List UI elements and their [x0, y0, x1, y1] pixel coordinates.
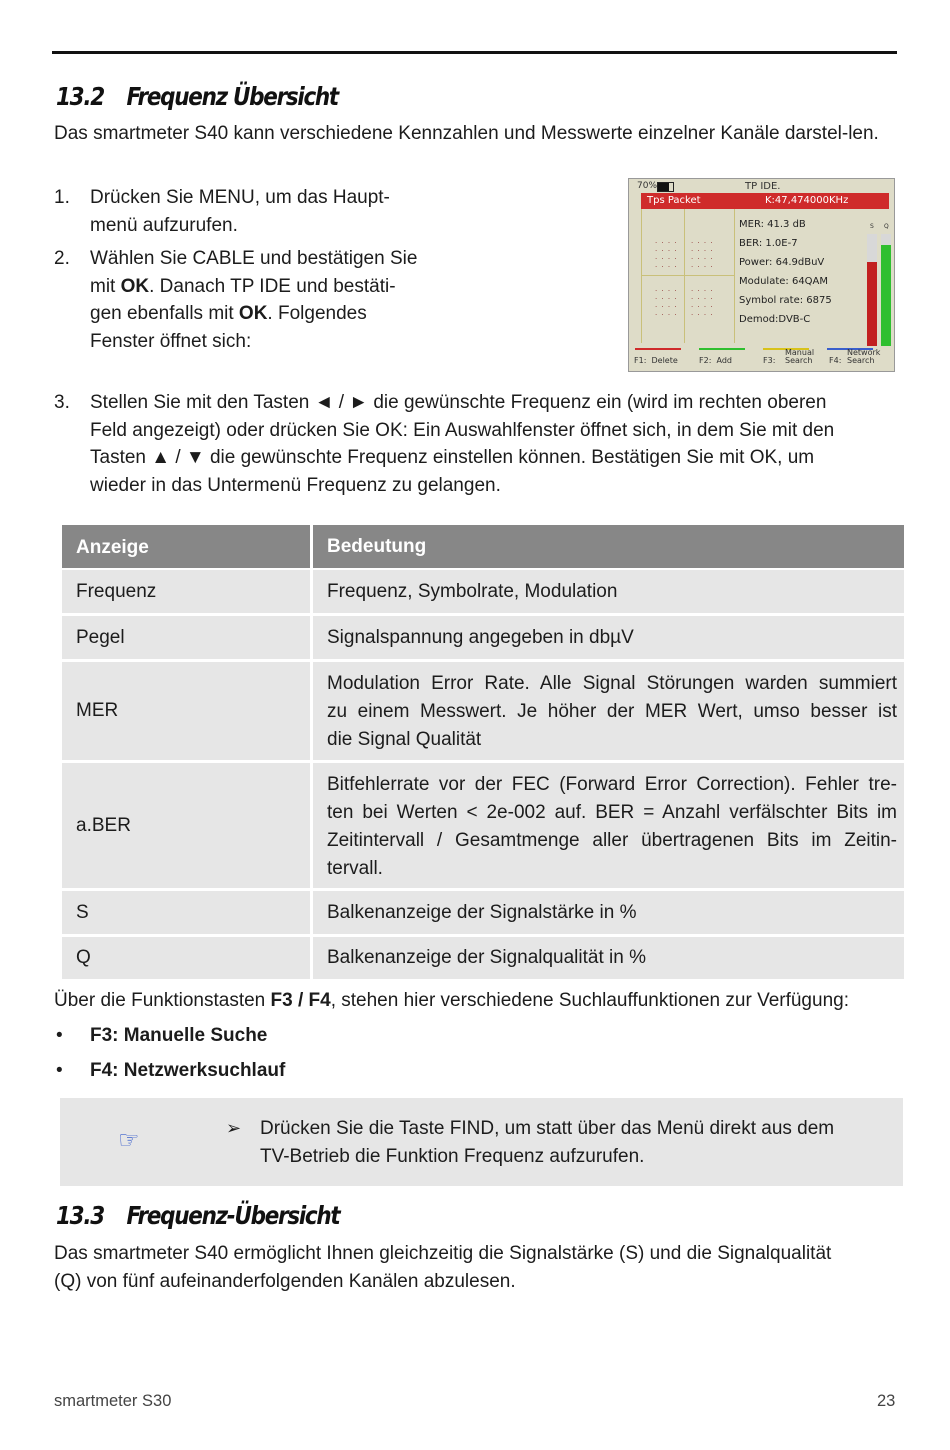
page-number: 23	[877, 1392, 896, 1410]
cell-line: Modulation Error Rate. Alle Signal Störungen warden summiert	[327, 673, 897, 694]
table-cell	[62, 616, 313, 659]
f3-label: Search	[785, 356, 813, 365]
grid-divider	[641, 275, 735, 276]
step-line: Stellen Sie mit den Tasten ◄ / ► die gewünschte Frequenz ein (wird im rechten oberen	[90, 392, 827, 413]
signal-quality-bar	[881, 245, 891, 346]
cell-anzeige: Frequenz	[76, 581, 157, 602]
hint-box	[60, 1098, 903, 1186]
paragraph-line: (Q) von fünf aufeinanderfolgenden Kanälen abzulesen.	[54, 1271, 516, 1292]
cell-bedeutung	[327, 899, 897, 927]
cell-bedeutung	[327, 624, 897, 652]
step-number: 1.	[54, 187, 70, 208]
step-line: Feld angezeigt) oder drücken Sie OK: Ein Auswahlfenster öffnet sich, in dem Sie mit den	[90, 419, 835, 441]
cell-line: tervall.	[327, 858, 383, 879]
section-13-3-paragraph	[54, 1240, 896, 1296]
f4-label: Search	[847, 356, 875, 365]
cell-anzeige: Q	[76, 947, 91, 968]
table-cell	[62, 763, 313, 888]
constellation-dots: · · · · · · · · · · · · · · · ·	[655, 287, 678, 319]
arrow-bullet-icon: ➢	[226, 1118, 242, 1138]
table-row	[62, 570, 904, 613]
q-label: Q	[884, 223, 889, 230]
cell-line: Frequenz, Symbolrate, Modulation	[327, 581, 618, 602]
function-key-bar	[629, 347, 894, 371]
paragraph-line: Das smartmeter S40 ermöglicht Ihnen gleichzeitig die Signalstärke (S) und die Signalqualität	[54, 1243, 832, 1264]
frequency-value: K:47,474000KHz	[765, 195, 849, 206]
cell-anzeige: Pegel	[76, 627, 125, 648]
section-heading-13-2	[56, 82, 338, 111]
info-line: BER: 1.0E-7	[739, 238, 798, 249]
screen-title: TP IDE.	[745, 181, 781, 192]
table-header	[62, 525, 904, 568]
f1-code: F1:	[634, 356, 647, 365]
battery-level: 70%	[637, 181, 658, 191]
section-number: 13.3	[56, 1201, 104, 1230]
footer-product: smartmeter S30	[54, 1392, 172, 1410]
pointing-hand-icon: ☞	[118, 1127, 140, 1154]
header-cell	[62, 525, 313, 568]
info-line: MER: 41.3 dB	[739, 219, 806, 230]
cell-anzeige: MER	[76, 700, 119, 721]
cell-line: ten bei Werten < 2e-002 auf. BER = Anzahl verfälschter Bits im	[327, 802, 897, 823]
step-text: . Danach TP IDE und bestäti-	[149, 275, 396, 297]
table-row	[62, 937, 904, 979]
signal-strength-bar	[867, 262, 877, 346]
step-line: Fenster öffnet sich:	[90, 330, 252, 352]
cell-line: Signalspannung angegeben in dbµV	[327, 627, 634, 648]
paragraph-text: Über die Funktionstasten	[54, 990, 271, 1011]
bullet-dot: •	[56, 1025, 63, 1046]
f2-key[interactable]	[699, 357, 732, 365]
cell-bedeutung-last	[327, 855, 897, 883]
step-text: gen ebenfalls mit	[90, 303, 239, 324]
f4-key-label	[847, 349, 880, 365]
battery-icon	[657, 182, 674, 192]
step-number: 2.	[54, 248, 70, 269]
table-cell	[62, 662, 313, 760]
cell-anzeige: a.BER	[76, 815, 131, 836]
info-line: Demod:DVB-C	[739, 314, 811, 325]
table-row	[62, 662, 904, 760]
cell-line: Bitfehlerrate vor der FEC (Forward Error Correction). Fehler tre-	[327, 774, 897, 795]
info-line: Modulate: 64QAM	[739, 276, 829, 287]
constellation-dots: · · · · · · · · · · · · · · · ·	[691, 287, 714, 319]
step-line: Tasten ▲ / ▼ die gewünschte Frequenz einstellen können. Bestätigen Sie mit OK, um	[90, 447, 815, 468]
signal-info	[739, 215, 832, 329]
cell-line: die Signal Qualität	[327, 729, 482, 750]
bullet-text: F3: Manuelle Suche	[90, 1025, 268, 1046]
function-keys-paragraph	[54, 987, 896, 1015]
header-bedeutung: Bedeutung	[327, 536, 427, 557]
section-title: Frequenz Übersicht	[126, 82, 338, 111]
table-row	[62, 891, 904, 934]
table-cell	[62, 570, 313, 613]
bullet-dot: •	[56, 1060, 63, 1081]
cell-bedeutung	[327, 944, 897, 972]
bullet-text: F4: Netzwerksuchlauf	[90, 1060, 286, 1081]
ok-key: OK	[120, 275, 150, 297]
packet-bar	[641, 193, 889, 209]
cell-line: Balkenanzeige der Signalqualität in %	[327, 947, 646, 968]
tp-ide-screenshot	[628, 178, 895, 372]
constellation-dots: · · · · · · · · · · · · · · · ·	[655, 239, 678, 271]
f3-key[interactable]	[763, 357, 775, 365]
cell-line: zu einem Messwert. Je höher der MER Wert, umso besser ist	[327, 701, 897, 722]
s-label: S	[870, 223, 874, 230]
step-line: menü aufzurufen.	[90, 214, 238, 236]
packet-label: Tps Packet	[647, 195, 701, 206]
cell-line: Zeitintervall / Gesamtmenge aller übertragenen Bits im Zeitin-	[327, 830, 897, 851]
f3-key-label	[785, 349, 814, 365]
info-line: Power: 64.9dBuV	[739, 257, 825, 268]
grid-pane	[684, 209, 735, 343]
hint-text	[260, 1115, 890, 1171]
table-cell	[62, 937, 313, 979]
grid-pane	[641, 209, 685, 343]
f2-label: Add	[716, 356, 732, 365]
f4-key[interactable]	[829, 357, 841, 365]
f1-key[interactable]	[634, 357, 678, 365]
cell-bedeutung	[327, 670, 897, 726]
table-row	[62, 763, 904, 888]
function-keys: F3 / F4	[270, 990, 331, 1011]
step-line: Drücken Sie MENU, um das Haupt-	[90, 187, 390, 208]
cell-bedeutung	[327, 771, 897, 855]
step-number: 3.	[54, 392, 70, 413]
cell-anzeige: S	[76, 902, 89, 923]
f2-code: F2:	[699, 356, 712, 365]
header-anzeige: Anzeige	[76, 537, 149, 558]
f1-label: Delete	[651, 356, 678, 365]
constellation-dots: · · · · · · · · · · · · · · · ·	[691, 239, 714, 271]
f4-label: Network	[847, 348, 881, 357]
hint-line: TV-Betrieb die Funktion Frequenz aufzurufen.	[260, 1146, 645, 1167]
f3-label: Manual	[785, 348, 815, 357]
hint-line: Drücken Sie die Taste FIND, um statt über das Menü direkt aus dem	[260, 1118, 835, 1139]
f3-code: F3:	[763, 356, 776, 365]
step-line: Wählen Sie CABLE und bestätigen Sie	[90, 248, 418, 269]
ok-key: OK	[238, 303, 268, 324]
section-heading-13-3	[56, 1201, 339, 1230]
step-line: wieder in das Untermenü Frequenz zu gelangen.	[90, 474, 501, 496]
status-bar	[629, 179, 894, 193]
cell-line: Balkenanzeige der Signalstärke in %	[327, 902, 637, 923]
section-number: 13.2	[56, 82, 104, 111]
intro-paragraph: Das smartmeter S40 kann verschiedene Kennzahlen und Messwerte einzelner Kanäle darstel-len.	[54, 123, 879, 144]
top-rule	[52, 51, 897, 54]
section-title: Frequenz-Übersicht	[126, 1201, 340, 1230]
cell-bedeutung-last	[327, 726, 897, 754]
paragraph-text: , stehen hier verschiedene Suchlauffunktionen zur Verfügung:	[330, 990, 849, 1011]
step-text: mit	[90, 275, 121, 297]
info-line: Symbol rate: 6875	[739, 295, 832, 306]
table-cell	[62, 891, 313, 934]
table-row	[62, 616, 904, 659]
cell-bedeutung	[327, 578, 897, 606]
step-text: . Folgendes	[267, 303, 367, 324]
f4-code: F4:	[829, 356, 842, 365]
